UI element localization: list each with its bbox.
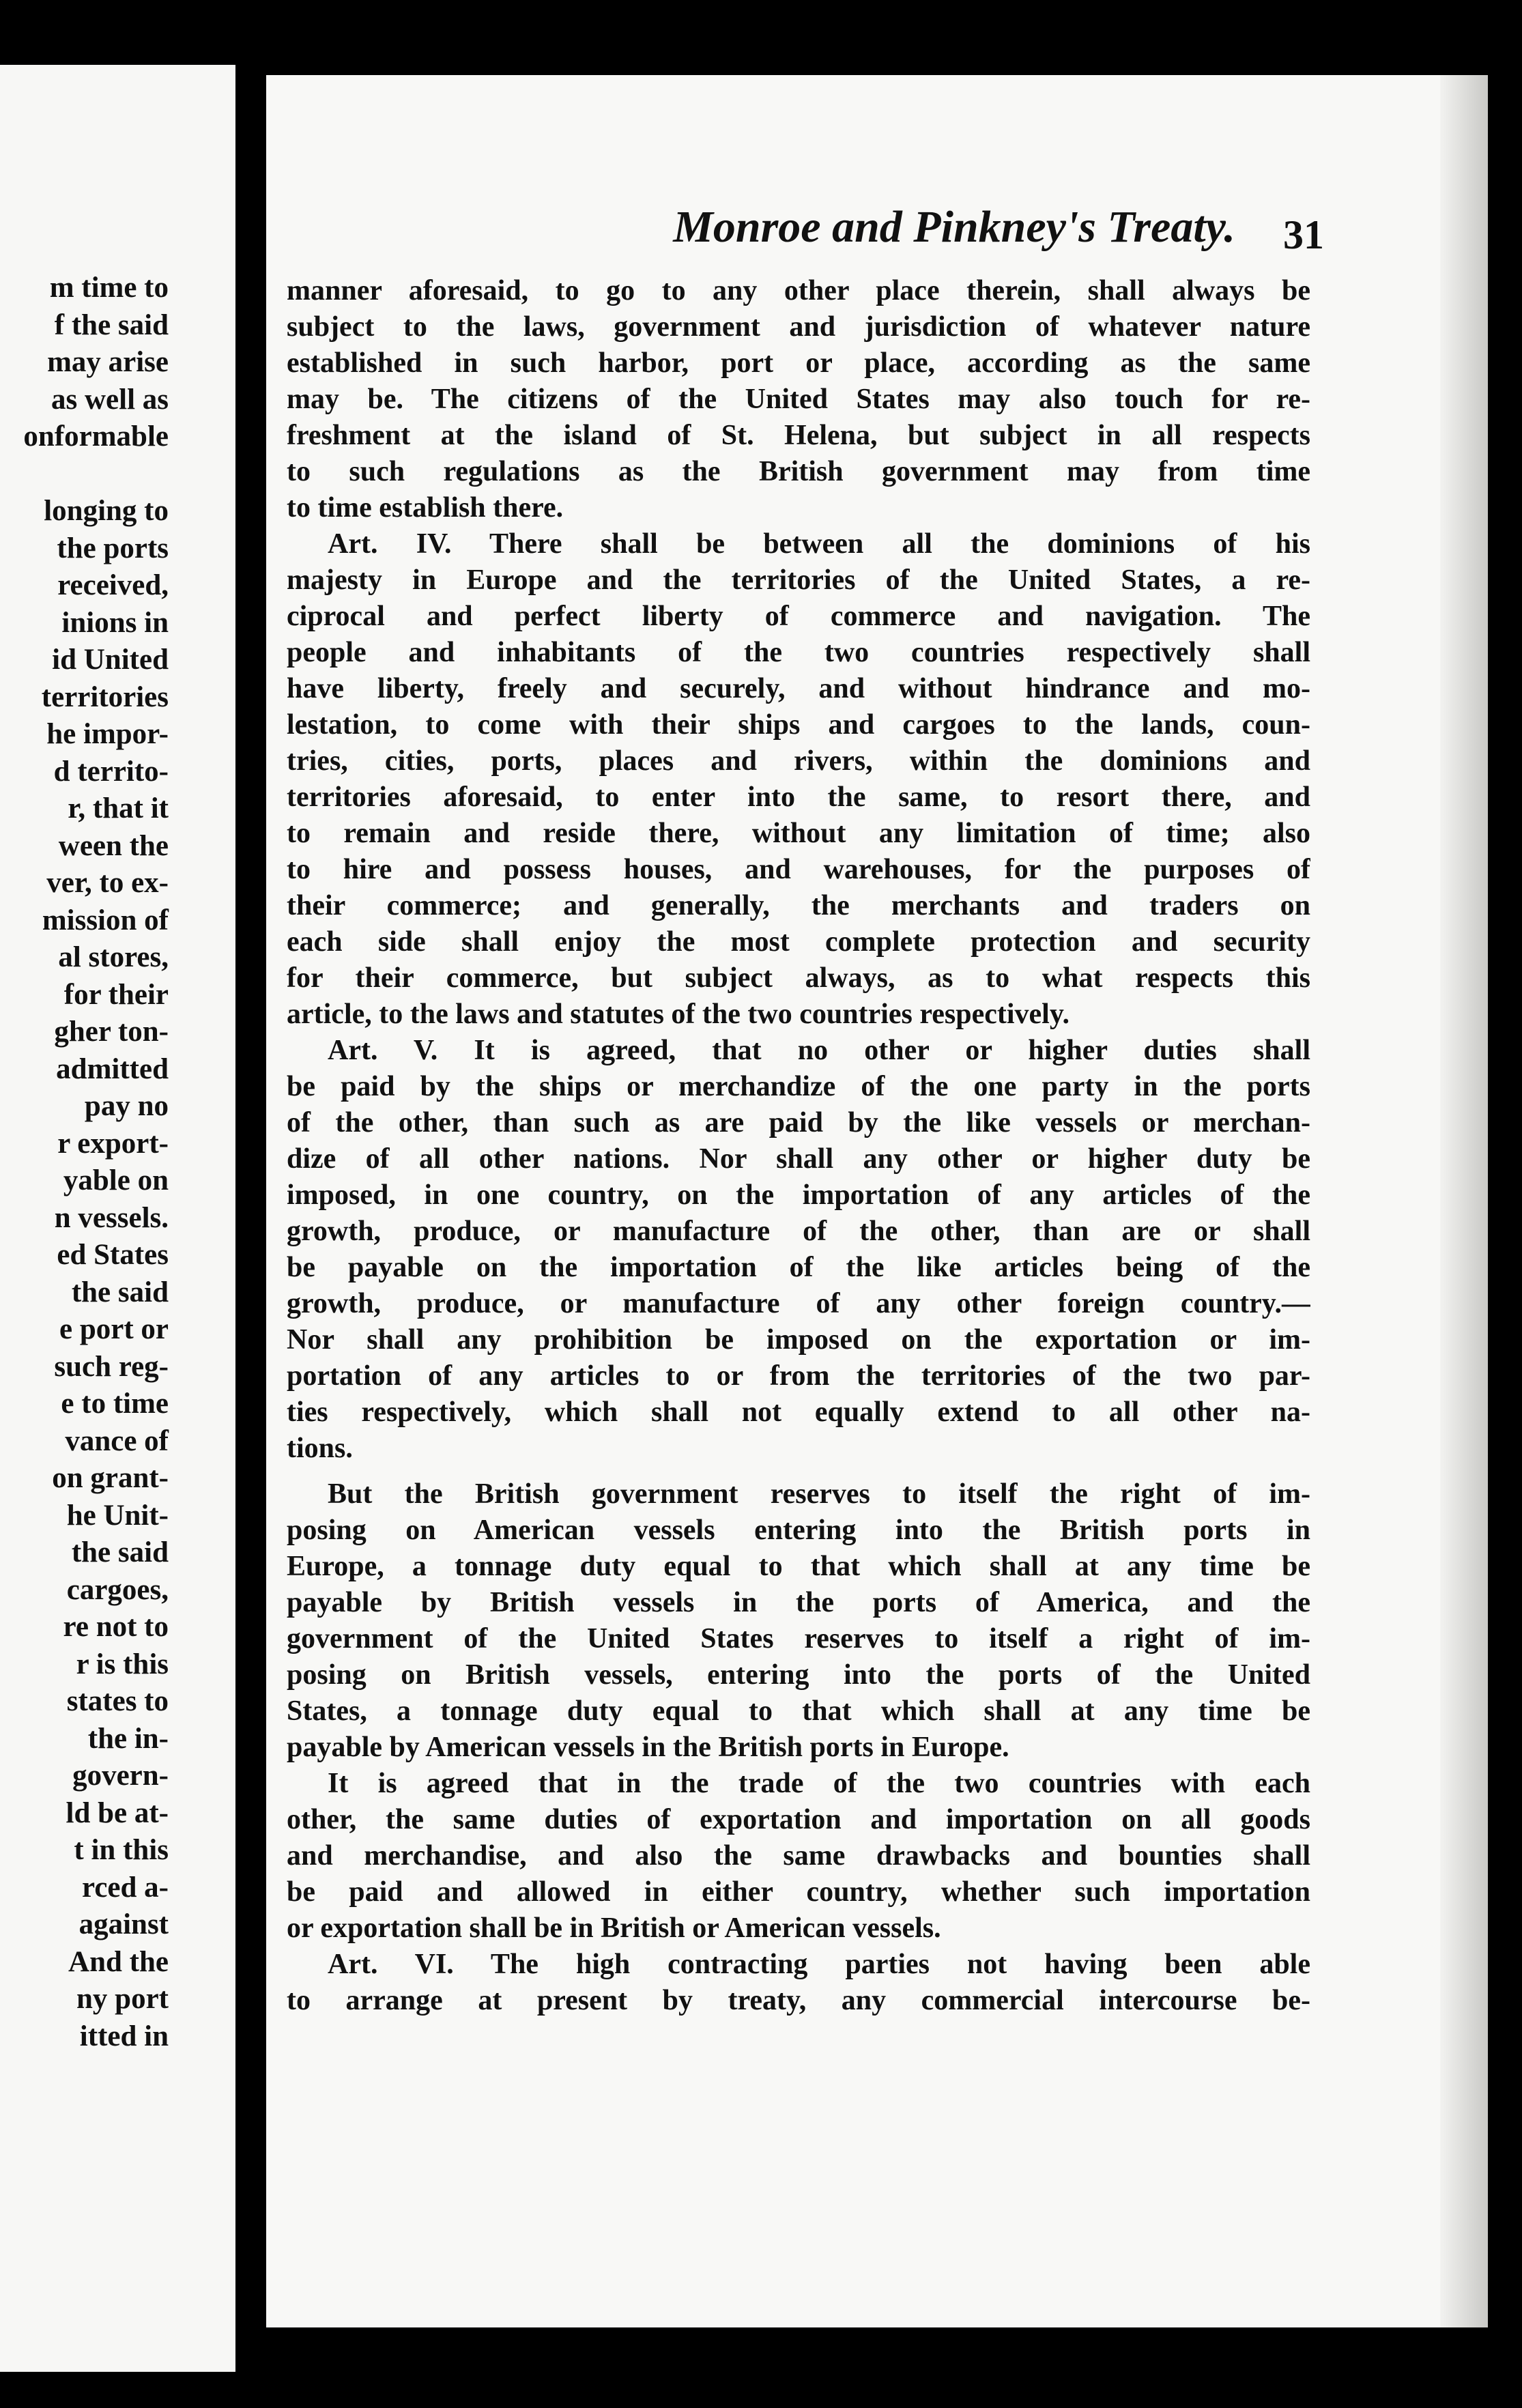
body-line: ciprocal and perfect liberty of commerce and navigation. The xyxy=(287,601,1310,632)
body-line: growth, produce, or manufacture of any other foreign country.— xyxy=(287,1288,1310,1319)
left-fragment-line: for their xyxy=(63,978,169,1011)
left-fragment-line: re not to xyxy=(63,1611,169,1643)
left-fragment-line xyxy=(23,456,169,493)
left-fragment-line: r is this xyxy=(76,1648,169,1680)
body-line: portation of any articles to or from the territories of the two par- xyxy=(287,1360,1310,1392)
left-fragment-line: such reg- xyxy=(54,1350,169,1383)
page-number: 31 xyxy=(1283,212,1324,257)
left-fragment-line: the said xyxy=(71,1276,169,1308)
body-line: may be. The citizens of the United States may also touch for re- xyxy=(287,384,1310,415)
running-head: Monroe and Pinkney's Treaty. xyxy=(673,202,1235,252)
left-fragment-line: the in- xyxy=(87,1722,169,1755)
body-line: have liberty, freely and securely, and without hindrance and mo- xyxy=(287,673,1310,704)
body-line: Nor shall any prohibition be imposed on the exportation or im- xyxy=(287,1324,1310,1356)
body-line: to hire and possess houses, and warehouses, for the purposes of xyxy=(287,854,1310,885)
left-fragment-line: he Unit- xyxy=(66,1499,169,1532)
left-fragment-line: pay no xyxy=(84,1090,169,1122)
left-fragment-line: al stores, xyxy=(58,941,169,973)
left-fragment-line: vance of xyxy=(65,1424,169,1457)
body-line: majesty in Europe and the territories of the United States, a re- xyxy=(287,564,1310,596)
body-line: freshment at the island of St. Helena, but subject in all respects xyxy=(287,420,1310,451)
left-fragment-line: mission of xyxy=(42,904,169,936)
body-line: for their commerce, but subject always, as to what respects this xyxy=(287,962,1310,994)
body-line: tries, cities, ports, places and rivers, within the dominions and xyxy=(287,745,1310,777)
body-line: subject to the laws, government and jurisdiction of whatever nature xyxy=(287,311,1310,343)
body-line: to remain and reside there, without any limitation of time; also xyxy=(287,818,1310,849)
body-line: But the British government reserves to itself the right of im- xyxy=(328,1478,1310,1510)
left-fragment-line: itted in xyxy=(79,2020,169,2052)
left-fragment-line: cargoes, xyxy=(66,1573,169,1606)
body-line: to arrange at present by treaty, any commercial intercourse be- xyxy=(287,1985,1310,2016)
right-page xyxy=(266,75,1488,2327)
body-line: each side shall enjoy the most complete protection and security xyxy=(287,926,1310,958)
body-line: government of the United States reserves to itself a right of im- xyxy=(287,1623,1310,1654)
left-fragment-line: f the said xyxy=(54,309,169,341)
body-line: payable by American vessels in the British ports in Europe. xyxy=(287,1732,1009,1763)
left-fragment-line: onformable xyxy=(23,420,169,453)
left-fragment-line: r export- xyxy=(57,1127,169,1160)
left-fragment-line: n vessels. xyxy=(54,1201,169,1234)
left-fragment-line: on grant- xyxy=(52,1462,169,1494)
left-fragment-line: t in this xyxy=(74,1834,169,1866)
left-fragment-line: e port or xyxy=(59,1313,169,1345)
left-fragment-line: may arise xyxy=(47,346,169,378)
body-text xyxy=(287,273,1310,2019)
body-line: Art. V. It is agreed, that no other or higher duties shall xyxy=(328,1035,1310,1066)
left-fragment-line: r, that it xyxy=(68,792,169,825)
body-line: States, a tonnage duty equal to that which shall at any time be xyxy=(287,1695,1310,1727)
left-fragment-line: gher ton- xyxy=(54,1016,169,1048)
body-line: territories aforesaid, to enter into the same, to resort there, and xyxy=(287,782,1310,813)
left-fragment-line: received, xyxy=(57,569,169,601)
body-line: Art. IV. There shall be between all the dominions of his xyxy=(328,528,1310,560)
left-fragment-line: territories xyxy=(41,680,169,713)
left-fragment-line: admitted xyxy=(56,1052,169,1085)
body-line: posing on American vessels entering into the British ports in xyxy=(287,1515,1310,1546)
left-fragment-line: ed States xyxy=(57,1239,169,1271)
left-fragment-line: rced a- xyxy=(82,1871,169,1904)
body-line: be paid by the ships or merchandize of the one party in the ports xyxy=(287,1071,1310,1102)
body-line: established in such harbor, port or place, according as the same xyxy=(287,347,1310,379)
left-fragment-line: as well as xyxy=(51,383,169,416)
left-fragment-line: govern- xyxy=(72,1760,169,1792)
body-line: growth, produce, or manufacture of the other, than are or shall xyxy=(287,1216,1310,1247)
body-line: posing on British vessels, entering into the ports of the United xyxy=(287,1659,1310,1691)
left-fragment-line: ny port xyxy=(76,1983,169,2015)
left-fragment-line: the ports xyxy=(57,532,169,564)
body-line: their commerce; and generally, the merchants and traders on xyxy=(287,890,1310,921)
left-fragment-line: d territo- xyxy=(53,755,169,788)
body-line: article, to the laws and statutes of the two countries respectively. xyxy=(287,999,1070,1030)
left-page-fragment xyxy=(0,65,235,2372)
left-fragment-line: against xyxy=(78,1908,169,1940)
paragraph-gap xyxy=(287,1467,1310,1476)
body-line: Art. VI. The high contracting parties not having been able xyxy=(328,1949,1310,1980)
body-line: to such regulations as the British government may from time xyxy=(287,456,1310,487)
body-line: Europe, a tonnage duty equal to that which shall at any time be xyxy=(287,1551,1310,1582)
page-edge-shadow xyxy=(1440,75,1488,2327)
body-line: tions. xyxy=(287,1433,353,1464)
left-fragment-line: ween the xyxy=(58,829,169,862)
left-fragment-line: m time to xyxy=(49,272,169,304)
body-line: be paid and allowed in either country, whether such importation xyxy=(287,1876,1310,1908)
book-gutter xyxy=(235,0,266,2408)
left-fragment-line: ver, to ex- xyxy=(46,867,169,899)
left-fragment-line: longing to xyxy=(44,495,169,527)
body-line: other, the same duties of exportation and importation on all goods xyxy=(287,1804,1310,1835)
left-fragment-line: id United xyxy=(52,644,169,676)
left-fragment-line: yable on xyxy=(63,1164,169,1196)
body-line: or exportation shall be in British or American vessels. xyxy=(287,1912,941,1944)
body-line: payable by British vessels in the ports of America, and the xyxy=(287,1587,1310,1618)
left-fragment-line: And the xyxy=(68,1945,169,1978)
left-fragment-line: the said xyxy=(71,1536,169,1568)
body-line: of the other, than such as are paid by the like vessels or merchan- xyxy=(287,1107,1310,1138)
left-fragment-line: inions in xyxy=(61,606,169,639)
left-fragment-line: ld be at- xyxy=(66,1796,169,1829)
body-line: and merchandise, and also the same drawbacks and bounties shall xyxy=(287,1840,1310,1872)
left-fragment-line: e to time xyxy=(61,1388,169,1420)
body-line: lestation, to come with their ships and cargoes to the lands, coun- xyxy=(287,709,1310,741)
body-line: It is agreed that in the trade of the two countries with each xyxy=(328,1768,1310,1799)
body-line: to time establish there. xyxy=(287,492,564,524)
left-fragment-line: states to xyxy=(66,1685,169,1717)
left-page-text-fragments xyxy=(23,270,169,2055)
body-line: imposed, in one country, on the importation of any articles of the xyxy=(287,1179,1310,1211)
left-fragment-line: he impor- xyxy=(46,718,169,750)
body-line: manner aforesaid, to go to any other place therein, shall always be xyxy=(287,275,1310,306)
body-line: be payable on the importation of the like articles being of the xyxy=(287,1252,1310,1283)
body-line: dize of all other nations. Nor shall any other or higher duty be xyxy=(287,1143,1310,1175)
body-line: people and inhabitants of the two countries respectively shall xyxy=(287,637,1310,668)
body-line: ties respectively, which shall not equally extend to all other na- xyxy=(287,1396,1310,1428)
